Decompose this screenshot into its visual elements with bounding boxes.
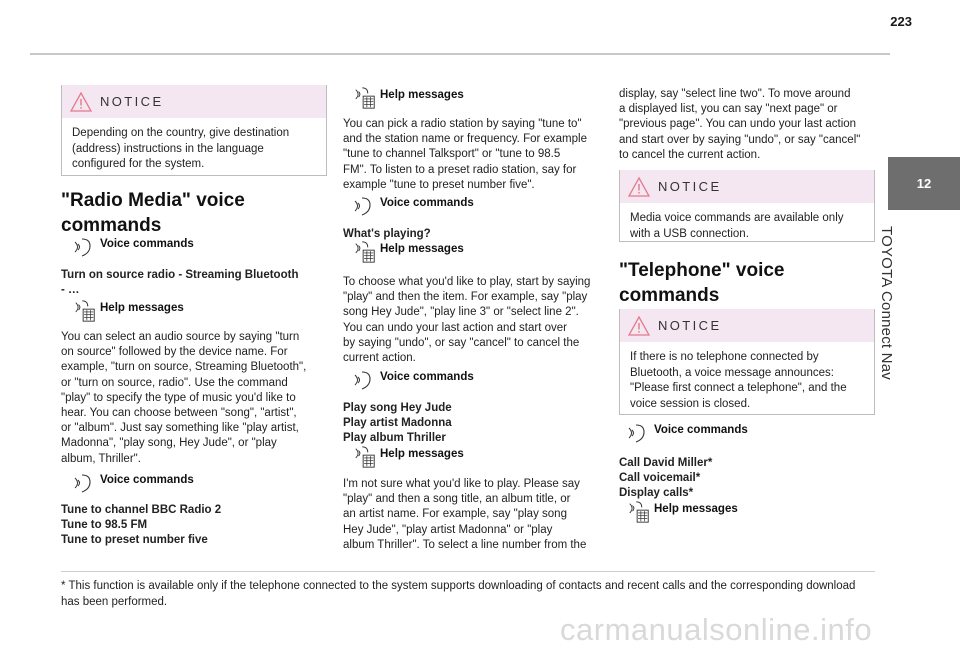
section-title-telephone	[619, 258, 784, 308]
help-text	[343, 477, 605, 553]
help-text-line: Madonna", "play song, Hey Jude", or "play	[61, 437, 277, 450]
voice-commands-label: Voice commands	[100, 238, 194, 250]
voice-commands-label: Voice commands	[100, 474, 194, 486]
section-title-radio-media	[61, 188, 245, 238]
warning-icon	[628, 177, 650, 197]
help-messages-label: Help messages	[100, 302, 184, 314]
voice-commands-label: Voice commands	[654, 424, 748, 436]
command-line: Turn on source radio - Streaming Bluetooth	[61, 269, 299, 281]
voice-commands-heading	[354, 194, 474, 218]
notice-header	[620, 170, 874, 203]
section-title-line: commands	[61, 215, 162, 236]
help-text-line: display, say "select line two". To move around	[619, 88, 851, 100]
chapter-tab-label	[878, 226, 918, 486]
command-line: Play artist Madonna	[343, 417, 452, 430]
help-message-icon	[354, 240, 376, 264]
voice-command-icon	[354, 194, 376, 218]
notice-title: NOTICE	[100, 94, 164, 109]
help-messages-label: Help messages	[380, 448, 464, 460]
help-text-line: I'm not sure what you'd like to play. Please say	[343, 478, 580, 490]
notice-body: If there is no telephone connected by Bluetooth, a voice message announces: "Please first connect a telephone", and the voice session is closed.	[630, 351, 847, 410]
voice-command-icon	[628, 421, 650, 445]
chapter-tab-label-text: TOYOTA Connect Nav	[878, 226, 895, 380]
help-text-line: album, Thriller".	[61, 452, 141, 465]
help-text	[61, 330, 336, 467]
command-list	[343, 401, 605, 447]
help-text-line: "play" and then a song title, an album title, or	[343, 493, 571, 506]
watermark: carmanualsonline.info	[560, 612, 873, 647]
help-text-line: hear. You can choose between "song", "artist",	[61, 407, 297, 420]
help-text-line: album Thriller". To select a line number from the	[343, 538, 587, 551]
notice-box-usb	[619, 170, 875, 242]
voice-command-icon	[354, 368, 376, 392]
command-line: - …	[61, 284, 80, 297]
help-text	[343, 275, 605, 366]
help-message-icon	[628, 500, 650, 524]
command-line: Tune to 98.5 FM	[61, 519, 148, 532]
section-title-line: commands	[619, 285, 720, 306]
voice-command-icon	[74, 471, 96, 495]
help-messages-label: Help messages	[380, 89, 464, 101]
section-title-line: "Radio Media" voice	[61, 190, 245, 211]
notice-header	[62, 85, 326, 118]
help-text-line: To choose what you'd like to play, start by saying	[343, 276, 591, 288]
voice-commands-heading	[74, 471, 194, 495]
voice-commands-heading	[354, 368, 474, 392]
help-text-line: or "album". Just say something like "play artist,	[61, 422, 299, 435]
notice-body: Media voice commands are available only with a USB connection.	[630, 212, 844, 240]
help-message-icon	[354, 445, 376, 469]
command-line: Call David Miller*	[619, 457, 713, 469]
command-list	[619, 456, 875, 502]
help-message-icon	[74, 299, 96, 323]
command-list	[61, 503, 328, 549]
help-text-line: Hey Jude", "play artist Madonna" or "play	[343, 523, 553, 536]
help-text-line: You can undo your last action and start over	[343, 321, 567, 334]
help-text-line: "previous page". You can undo your last action	[619, 118, 857, 131]
help-text-line: current action.	[343, 352, 416, 365]
chapter-tab-number[interactable]: 12	[888, 157, 960, 210]
help-text-line: song Hey Jude", "play line 3" or "select line 2".	[343, 306, 579, 319]
help-messages-heading	[628, 500, 738, 524]
help-text-line: on source" followed by the device name. For	[61, 346, 288, 359]
help-text-line: FM". To listen to a preset radio station, say for	[343, 163, 577, 176]
notice-body: Depending on the country, give destination (address) instructions in the language configured for the system.	[72, 127, 290, 170]
help-message-icon	[354, 86, 376, 110]
command-text	[61, 268, 328, 298]
page-number: 223	[890, 14, 912, 29]
warning-icon	[70, 92, 92, 112]
warning-icon	[628, 316, 650, 336]
help-text-line: or "turn on source, radio". Use the command	[61, 376, 288, 389]
help-text-line: You can pick a radio station by saying "tune to"	[343, 118, 582, 130]
help-text-line: "play" and then the item. For example, say "play	[343, 291, 588, 304]
help-text-line: "play" to specify the type of music you'd like to	[61, 391, 296, 404]
help-text-line: example, "turn on source, Streaming Bluetooth",	[61, 361, 307, 374]
voice-commands-label: Voice commands	[380, 197, 474, 209]
command-line: Display calls*	[619, 487, 694, 500]
footnote: * This function is available only if the telephone connected to the system supports downloading of contacts and recent calls and the corresponding download has been performed.	[61, 580, 856, 608]
help-text-line: an artist name. For example, say "play song	[343, 508, 567, 521]
help-text-line: You can select an audio source by saying "turn	[61, 331, 300, 343]
voice-commands-heading	[74, 235, 194, 259]
help-messages-label: Help messages	[654, 503, 738, 515]
command-line: Tune to preset number five	[61, 534, 208, 547]
help-text	[343, 117, 605, 193]
command-line: Tune to channel BBC Radio 2	[61, 504, 222, 516]
voice-commands-heading	[628, 421, 748, 445]
help-text-line: to cancel the current action.	[619, 148, 761, 161]
help-messages-heading	[354, 86, 464, 110]
section-title-line: "Telephone" voice	[619, 260, 785, 281]
command-line: Play album Thriller	[343, 432, 446, 445]
help-text-continued	[619, 87, 881, 163]
header-divider	[30, 53, 890, 55]
command-text: What's playing?	[343, 228, 431, 240]
footnote-divider	[61, 571, 875, 572]
help-text-line: a displayed list, you can say "next page" or	[619, 103, 838, 116]
notice-title: NOTICE	[658, 318, 722, 333]
command-line: Play song Hey Jude	[343, 402, 452, 414]
voice-command-icon	[74, 235, 96, 259]
help-text-line: and the station name or frequency. For example	[343, 133, 587, 146]
help-text-line: by saying "undo", or say "cancel" to cancel the	[343, 336, 580, 349]
help-messages-heading	[74, 299, 184, 323]
help-messages-heading	[354, 445, 464, 469]
voice-commands-label: Voice commands	[380, 371, 474, 383]
notice-header	[620, 309, 874, 342]
command-line: Call voicemail*	[619, 472, 701, 485]
help-messages-label: Help messages	[380, 243, 464, 255]
notice-box-language	[61, 85, 327, 176]
notice-box-telephone	[619, 309, 875, 415]
help-text-line: example "tune to preset number five".	[343, 178, 535, 191]
notice-title: NOTICE	[658, 179, 722, 194]
help-messages-heading	[354, 240, 464, 264]
help-text-line: "tune to channel Talksport" or "tune to 98.5	[343, 148, 561, 161]
help-text-line: and start over by saying "undo", or say "cancel"	[619, 133, 861, 146]
